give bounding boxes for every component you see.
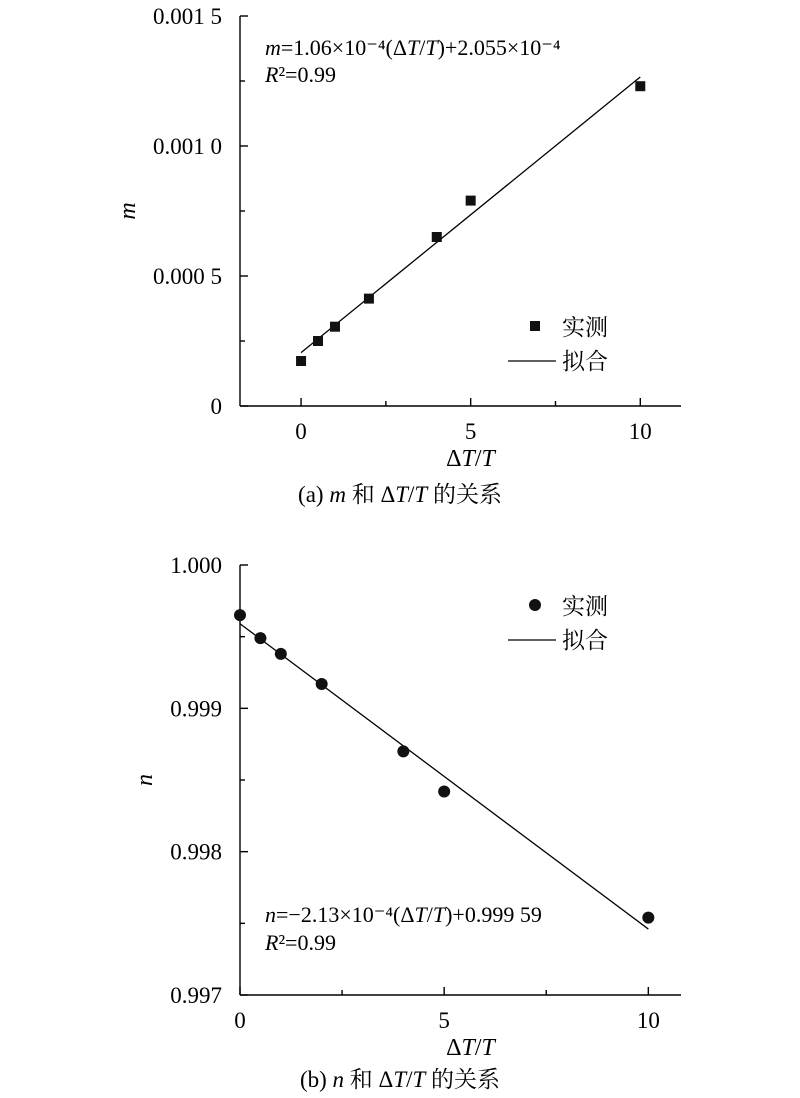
panel-caption: (b) n 和 ΔT/T 的关系 <box>299 1067 501 1092</box>
data-point <box>234 609 246 621</box>
fit-line <box>240 624 648 929</box>
y-tick-label: 1.000 <box>170 553 222 578</box>
x-tick-label: 10 <box>628 419 652 444</box>
data-point <box>432 232 442 242</box>
y-axis-title: m <box>115 202 141 220</box>
legend-marker-measured <box>530 321 540 331</box>
fit-line <box>301 77 640 353</box>
r-squared: R²=0.99 <box>265 62 336 87</box>
y-tick-label: 0.998 <box>170 839 222 865</box>
chart-panel-b <box>132 553 681 1092</box>
x-tick-label: 0 <box>295 419 307 444</box>
x-tick-label: 0 <box>234 1008 246 1033</box>
legend-label-measured: 实测 <box>562 594 608 620</box>
x-axis-title: ΔT/T <box>446 446 495 472</box>
y-tick-label: 0.001 5 <box>153 4 222 29</box>
data-point <box>466 196 476 206</box>
data-point <box>397 745 409 757</box>
y-tick-label: 0.999 <box>170 696 222 722</box>
y-tick-label: 0.997 <box>170 983 222 1008</box>
x-axis-title: ΔT/T <box>446 1035 495 1061</box>
y-tick-label: 0 <box>210 394 222 419</box>
y-tick-label: 0.000 5 <box>153 264 222 289</box>
data-point <box>330 322 340 332</box>
data-point <box>313 336 323 346</box>
y-axis-title: n <box>132 774 158 786</box>
fit-equation: n=−2.13×10⁻⁴(ΔT/T)+0.999 59 <box>265 902 542 927</box>
fit-equation: m=1.06×10⁻⁴(ΔT/T)+2.055×10⁻⁴ <box>265 35 561 60</box>
data-point <box>316 678 328 690</box>
data-point <box>296 356 306 366</box>
chart-panel-a <box>115 4 681 507</box>
x-tick-label: 10 <box>636 1008 660 1033</box>
r-squared: R²=0.99 <box>265 930 336 955</box>
y-tick-label: 0.001 0 <box>153 134 222 159</box>
data-point <box>642 912 654 924</box>
data-point <box>254 632 266 644</box>
legend-label-fit: 拟合 <box>562 349 608 375</box>
x-tick-label: 5 <box>438 1008 450 1033</box>
data-point <box>275 648 287 660</box>
data-point <box>364 294 374 304</box>
legend-label-fit: 拟合 <box>562 628 608 654</box>
x-tick-label: 5 <box>464 419 477 444</box>
panel-caption: (a) m 和 ΔT/T 的关系 <box>298 482 502 507</box>
data-point <box>635 81 645 91</box>
legend-marker-measured <box>529 599 541 611</box>
legend-label-measured: 实测 <box>562 315 608 341</box>
data-point <box>438 785 450 797</box>
